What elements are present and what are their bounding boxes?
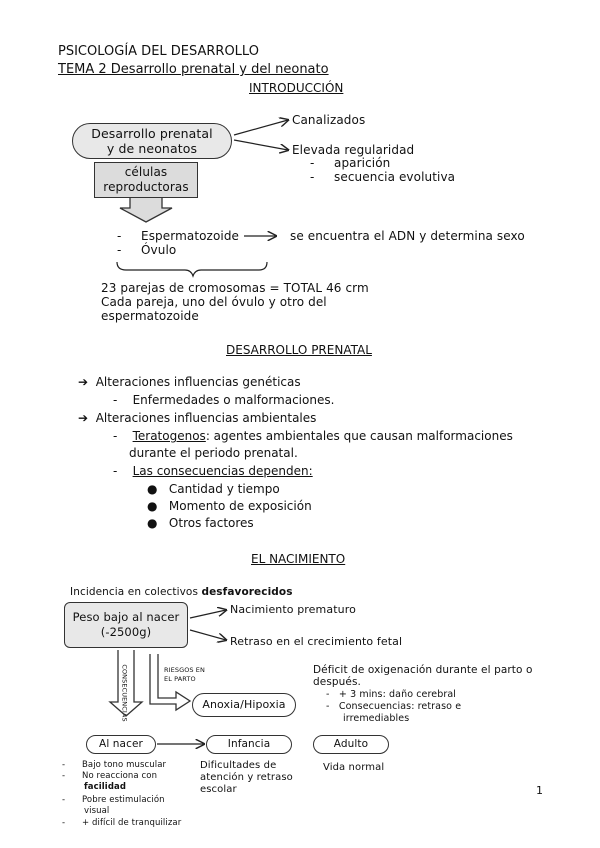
at-birth-item-1: - Bajo tono muscular (62, 760, 167, 770)
birth-heading: EL NACIMIENTO (251, 552, 346, 566)
childhood-line-2: atención y retraso (200, 772, 293, 783)
subject-title: PSICOLOGÍA DEL DESARROLLO (58, 44, 259, 59)
at-birth-item-3b: visual (84, 806, 110, 816)
cells-box-line-2: reproductoras (103, 180, 189, 194)
stage-at-birth: Al nacer (86, 735, 156, 754)
factor-3: ● Otros factores (147, 516, 254, 530)
brace-gametes (117, 262, 267, 276)
prenatal-heading: DESARROLLO PRENATAL (226, 343, 372, 357)
intro-heading: INTRODUCCIÓN (249, 81, 344, 95)
consequences-line: - Las consecuencias dependen: (113, 464, 313, 478)
at-birth-item-2: - No reacciona con (62, 771, 158, 781)
at-birth-item-4: - + difícil de tranquilizar (62, 818, 182, 828)
at-birth-item-3: - Pobre estimulación (62, 795, 165, 805)
chromosome-line-1: 23 parejas de cromosomas = TOTAL 46 crm (101, 281, 369, 295)
cells-box-line-1: células (124, 165, 168, 179)
risks-label-2: EL PARTO (164, 675, 196, 683)
outcome-premature: Nacimiento prematuro (230, 603, 356, 616)
outcome-growth: Retraso en el crecimiento fetal (230, 635, 403, 648)
deficit-line-2: después. (313, 676, 361, 688)
deficit-line-1: Déficit de oxigenación durante el parto o (313, 664, 533, 676)
regularidad-item-1: - aparición (310, 156, 391, 170)
main-box-line-1: Desarrollo prenatal (91, 126, 213, 141)
main-box-line-2: y de neonatos (106, 141, 198, 156)
down-arrow-gametes (120, 198, 172, 222)
factor-2: ● Momento de exposición (147, 499, 312, 513)
at-birth-item-2b: facilidad (84, 782, 127, 792)
genetic-influences: ➔ Alteraciones influencias genéticas (78, 375, 301, 389)
topic-title: TEMA 2 Desarrollo prenatal y del neonato (58, 62, 329, 77)
chromosome-line-2: Cada pareja, uno del óvulo y otro del (101, 295, 327, 309)
adult-text: Vida normal (323, 762, 385, 773)
weight-box-line-2: (-2500g) (100, 625, 152, 639)
deficit-item-3: irremediables (343, 713, 410, 724)
teratogen-term: Teratogenos (132, 429, 206, 443)
consequences-arrow (110, 650, 142, 716)
stage-adult: Adulto (313, 735, 389, 754)
genetic-item: - Enfermedades o malformaciones. (113, 393, 335, 407)
page-number: 1 (536, 784, 543, 797)
teratogen-line: - Teratogenos: agentes ambientales que causan malformaciones (113, 429, 513, 443)
gamete-sperm: - Espermatozoide (117, 229, 240, 243)
incidence-note: Incidencia en colectivos desfavorecidos (70, 586, 293, 598)
branch-canalizados: Canalizados (292, 113, 366, 127)
risks-arrow (150, 654, 190, 710)
arrow-growth (190, 630, 226, 640)
consequences-label: CONSECUENCIAS (120, 664, 129, 722)
arrow-to-canalizados (234, 120, 288, 135)
weight-box-line-1: Peso bajo al nacer (72, 610, 180, 624)
teratogen-line-2: durante el periodo prenatal. (129, 446, 298, 460)
anoxia-box: Anoxia/Hipoxia (192, 693, 296, 717)
childhood-line-3: escolar (200, 784, 237, 795)
environmental-influences: ➔ Alteraciones influencias ambientales (78, 411, 317, 425)
risks-label-1: RIESGOS EN (164, 666, 205, 674)
branch-regularidad: Elevada regularidad (292, 143, 415, 157)
arrow-premature (190, 610, 226, 618)
chromosome-line-3: espermatozoide (101, 309, 199, 323)
deficit-item-2: - Consecuencias: retraso e (326, 701, 462, 712)
stage-childhood: Infancia (206, 735, 292, 754)
childhood-line-1: Dificultades de (200, 760, 277, 771)
regularidad-item-2: - secuencia evolutiva (310, 170, 456, 184)
deficit-item-1: - + 3 mins: daño cerebral (326, 689, 457, 700)
gamete-note: se encuentra el ADN y determina sexo (290, 229, 525, 243)
gamete-ovum: - Óvulo (117, 243, 177, 257)
factor-1: ● Cantidad y tiempo (147, 482, 280, 496)
arrow-to-regularidad (234, 140, 288, 150)
